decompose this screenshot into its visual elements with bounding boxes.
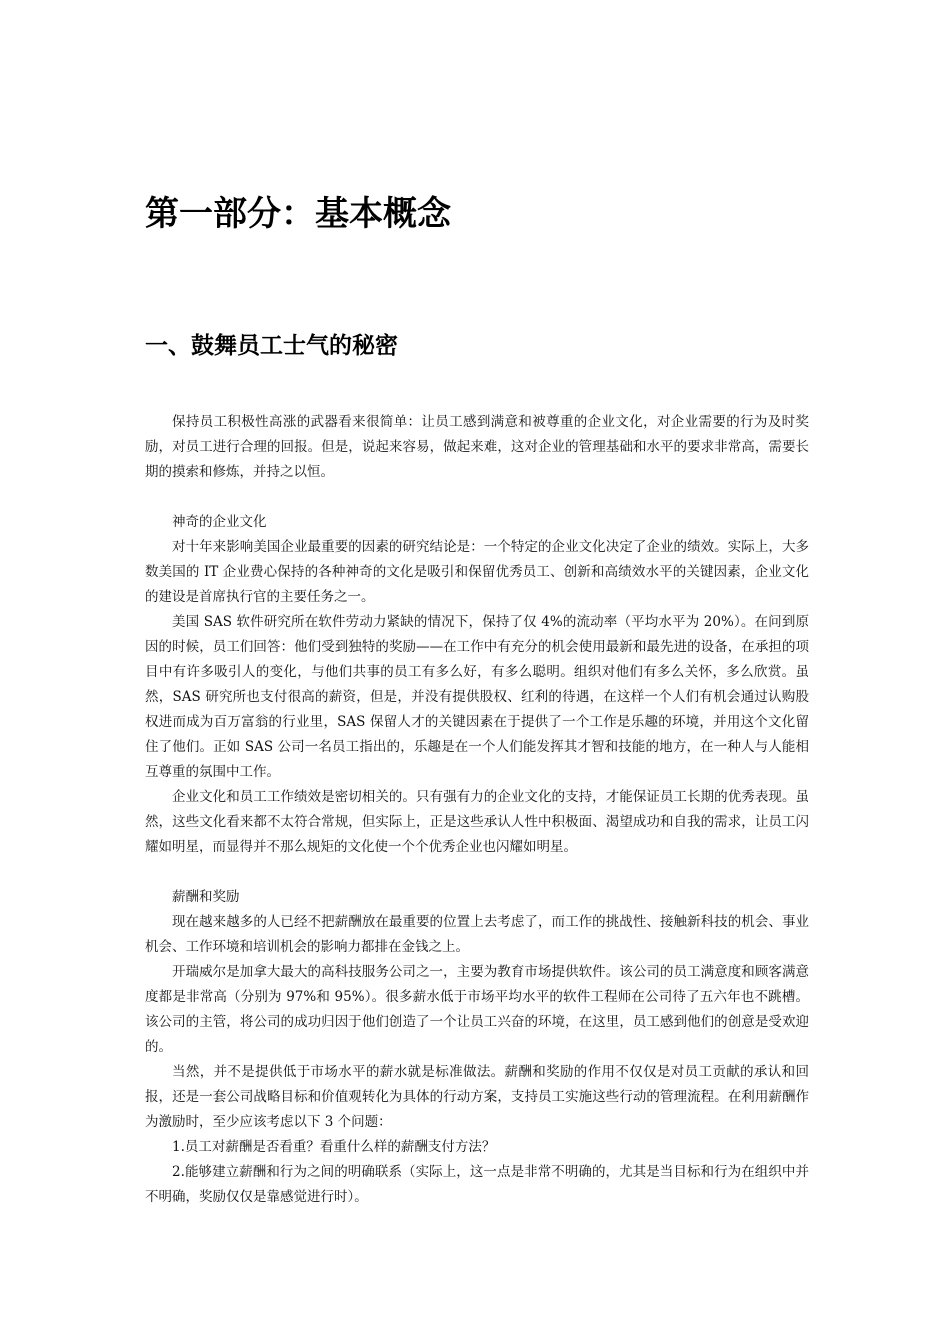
pay-list-item-2: 2.能够建立薪酬和行为之间的明确联系（实际上，这一点是非常不明确的，尤其是当目标和行为在组织中并不明确，奖励仅仅是靠感觉进行时）。: [145, 1164, 809, 1205]
document-body: [145, 410, 809, 1210]
pay-heading: 薪酬和奖励: [172, 889, 240, 905]
pay-list-item-1: 1.员工对薪酬是否看重？看重什么样的薪酬支付方法？: [172, 1139, 496, 1155]
culture-paragraph-3: 企业文化和员工工作绩效是密切相关的。只有强有力的企业文化的支持，才能保证员工长期的优秀表现。虽然，这些文化看来都不太符合常规，但实际上，正是这些承认人性中积极面、渴望成功和自我的需求，让员工闪耀如明星，而显得并不那么规矩的文化使一个个优秀企业也闪耀如明星。: [145, 789, 809, 855]
pay-paragraph-2: 开瑞威尔是加拿大最大的高科技服务公司之一，主要为教育市场提供软件。该公司的员工满意度和顾客满意度都是非常高（分别为 97%和 95%）。很多薪水低于市场平均水平的软件工程师在公司待了五六年也不跳槽。该公司的主管，将公司的成功归因于他们创造了一个让员工兴奋的环境，在这里，员工感到他们的创意是受欢迎的。: [145, 964, 809, 1055]
culture-paragraph-2: 美国 SAS 软件研究所在软件劳动力紧缺的情况下，保持了仅 4%的流动率（平均水平为 20%）。在问到原因的时候，员工们回答：他们受到独特的奖励——在工作中有充分的机会使用最新和最先进的设备，在承担的项目中有许多吸引人的变化，与他们共事的员工有多么好，有多么聪明。组织对他们有多么关怀，多么欣赏。虽然，SAS 研究所也支付很高的薪资，但是，并没有提供股权、红利的待遇，在这样一个人们有机会通过认购股权进而成为百万富翁的行业里，SAS 保留人才的关键因素在于提供了一个工作是乐趣的环境，并用这个文化留住了他们。正如 SAS 公司一名员工指出的，乐趣是在一个人们能发挥其才智和技能的地方，在一种人与人能相互尊重的氛围中工作。: [145, 614, 809, 780]
culture-heading: 神奇的企业文化: [172, 514, 267, 530]
paragraph-gap: [145, 485, 809, 510]
part-title: 第一部分：基本概念: [145, 194, 451, 234]
intro-paragraph: 保持员工积极性高涨的武器看来很简单：让员工感到满意和被尊重的企业文化，对企业需要的行为及时奖励，对员工进行合理的回报。但是，说起来容易，做起来难，这对企业的管理基础和水平的要求非常高，需要长期的摸索和修炼，并持之以恒。: [145, 414, 809, 480]
pay-paragraph-3: 当然，并不是提供低于市场水平的薪水就是标准做法。薪酬和奖励的作用不仅仅是对员工贡献的承认和回报，还是一套公司战略目标和价值观转化为具体的行动方案，支持员工实施这些行动的管理流程。在利用薪酬作为激励时，至少应该考虑以下 3 个问题：: [145, 1064, 809, 1130]
pay-paragraph-1: 现在越来越多的人已经不把薪酬放在最重要的位置上去考虑了，而工作的挑战性、接触新科技的机会、事业机会、工作环境和培训机会的影响力都排在金钱之上。: [145, 914, 809, 955]
section-title: 一、鼓舞员工士气的秘密: [145, 333, 398, 359]
paragraph-gap: [145, 860, 809, 885]
culture-paragraph-1: 对十年来影响美国企业最重要的因素的研究结论是：一个特定的企业文化决定了企业的绩效。实际上，大多数美国的 IT 企业费心保持的各种神奇的文化是吸引和保留优秀员工、创新和高绩效水平的关键因素，企业文化的建设是首席执行官的主要任务之一。: [145, 539, 809, 605]
